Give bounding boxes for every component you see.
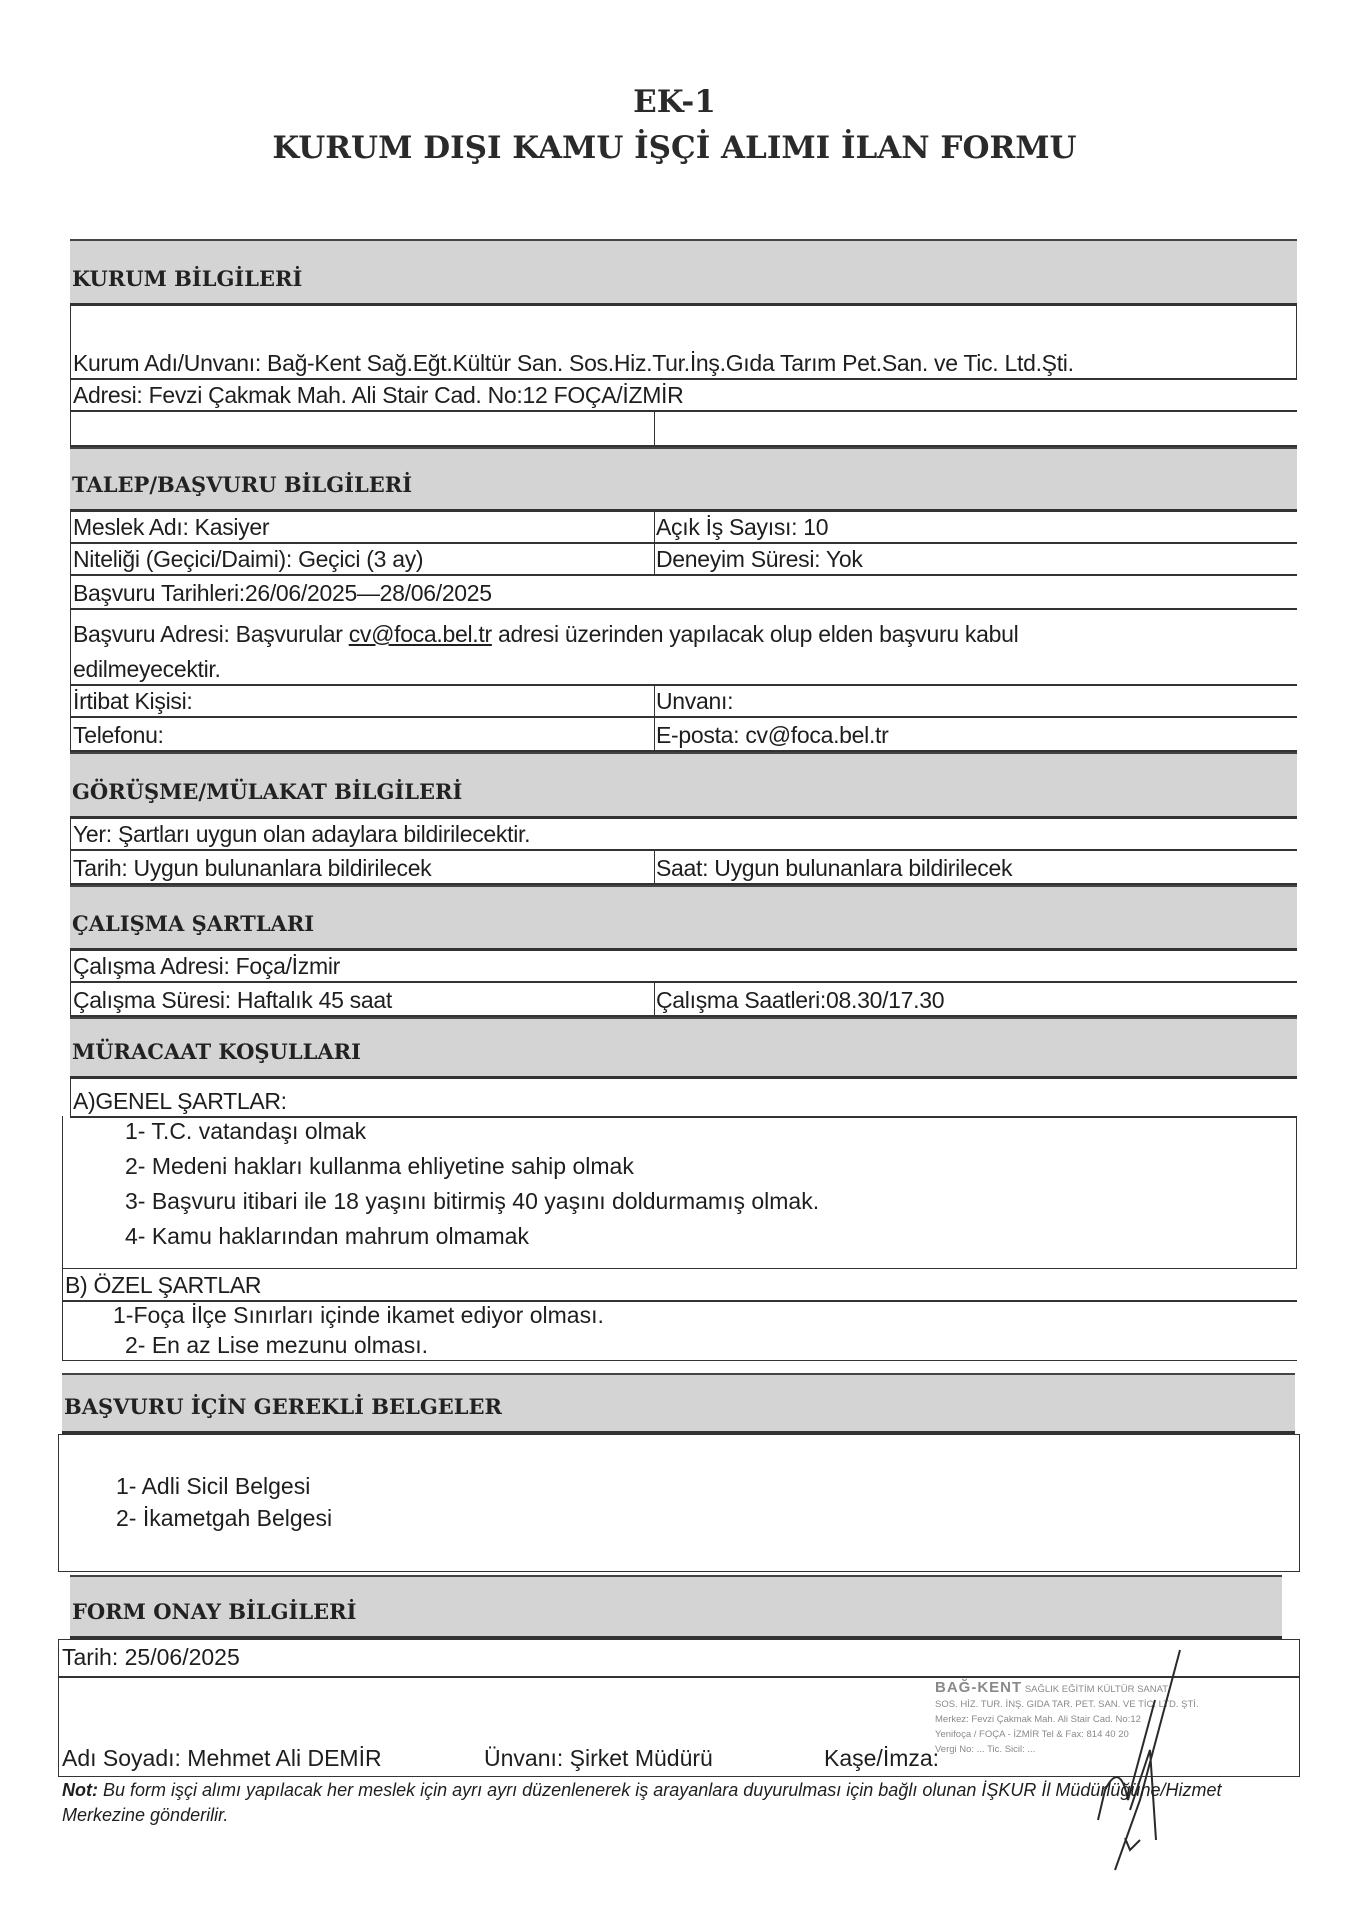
calisma-sure-row [70, 983, 1297, 1017]
tarih-saat-row [70, 851, 1297, 885]
section-onay [70, 1575, 1282, 1639]
empty-row [70, 412, 1297, 447]
meslek: Meslek Adı: Kasiyer [73, 514, 270, 540]
section-belgeler [62, 1373, 1295, 1434]
telefon-row [70, 718, 1297, 752]
kase-imza: Kaşe/İmza: [824, 1745, 940, 1771]
ozel-heading-row [62, 1269, 1297, 1302]
list-item: 3- Başvuru itibari ile 18 yaşını bitirmiş 40 yaşını doldurmamış olmak. [125, 1188, 820, 1214]
genel-list [62, 1116, 1297, 1269]
footer-note: Not: Bu form işçi alımı yapılacak her meslek için ayrı ayrı düzenlenerek iş arayanlara duyurulması için bağlı olunan İŞKUR İl Müdürlüğüne/Hizmet Merkezine gönderilir. [62, 1780, 1222, 1825]
form-code: EK-1 [633, 84, 716, 120]
list-item: 1-Foça İlçe Sınırları içinde ikamet ediyor olması. [113, 1302, 604, 1328]
belgeler-list [58, 1434, 1300, 1572]
calisma-saatler: Çalışma Saatleri:08.30/17.30 [656, 987, 945, 1013]
calisma-sure: Çalışma Süresi: Haftalık 45 saat [73, 987, 392, 1013]
meslek-row [70, 512, 1297, 544]
irtibat-row [70, 686, 1297, 718]
genel-heading-row [70, 1079, 1297, 1118]
list-item: 4- Kamu haklarından mahrum olmamak [125, 1223, 529, 1249]
email-link[interactable]: cv@foca.bel.tr [348, 621, 492, 647]
calisma-adres-row [70, 951, 1297, 983]
basvuru-adresi-row [70, 610, 1297, 686]
telefon: Telefonu: [73, 722, 164, 748]
ozel-list [62, 1300, 1297, 1361]
yer-row [70, 819, 1297, 851]
tarihler-row [70, 576, 1297, 610]
eposta: E-posta: cv@foca.bel.tr [656, 722, 889, 748]
signature [980, 1640, 1200, 1880]
calisma-adres: Çalışma Adresi: Foça/İzmir [73, 953, 340, 979]
section-heading: KURUM BİLGİLERİ [72, 266, 303, 291]
onay-unvan: Ünvanı: Şirket Müdürü [484, 1745, 713, 1771]
gorusme-saat: Saat: Uygun bulunanlara bildirilecek [656, 855, 1013, 881]
nitelik-row [70, 544, 1297, 576]
yer: Yer: Şartları uygun olan adaylara bildirilecektir. [73, 821, 531, 847]
section-heading: MÜRACAAT KOŞULLARI [72, 1039, 361, 1064]
deneyim: Deneyim Süresi: Yok [656, 546, 863, 572]
form-title: KURUM DIŞI KAMU İŞÇİ ALIMI İLAN FORMU [272, 130, 1077, 166]
adi-soyadi: Adı Soyadı: Mehmet Ali DEMİR [62, 1745, 382, 1771]
section-heading: FORM ONAY BİLGİLERİ [72, 1599, 357, 1624]
list-item: 2- Medeni hakları kullanma ehliyetine sahip olmak [125, 1153, 634, 1179]
list-item: 2- İkametgah Belgesi [116, 1505, 333, 1531]
irtibat: İrtibat Kişisi: [73, 688, 193, 714]
list-item: 1- T.C. vatandaşı olmak [125, 1118, 367, 1144]
section-heading: BAŞVURU İÇİN GEREKLİ BELGELER [64, 1394, 502, 1419]
company-stamp: BAĞ-KENT SAĞLIK EĞİTİM KÜLTÜR SANAT SOS. HİZ. TUR. İNŞ. GIDA TAR. PET. SAN. VE TİC. LTD. ŞTİ. Merkez: Fevzi Çakmak Mah. Ali Stair Cad. No:12 Yenifoça / FOÇA - İZMİR Tel & Fax: 814 40 20 Vergi No: ... Tic. Sicil: ... [935, 1679, 1199, 1755]
ozel-sartlar-heading: B) ÖZEL ŞARTLAR [65, 1272, 262, 1298]
section-gorusme [70, 752, 1297, 819]
kurum-address: Adresi: Fevzi Çakmak Mah. Ali Stair Cad. No:12 FOÇA/İZMİR [73, 382, 684, 408]
section-heading: ÇALIŞMA ŞARTLARI [72, 911, 315, 936]
basvuru-adresi: Başvuru Adresi: Başvurular cv@foca.bel.tr adresi üzerinden yapılacak olup elden başvuru kabul [73, 621, 1019, 647]
section-heading: GÖRÜŞME/MÜLAKAT BİLGİLERİ [72, 779, 463, 804]
gorusme-tarih: Tarih: Uygun bulunanlara bildirilecek [73, 855, 432, 881]
section-heading: TALEP/BAŞVURU BİLGİLERİ [72, 472, 413, 497]
section-kurum [70, 239, 1297, 306]
onay-tarih: Tarih: 25/06/2025 [62, 1644, 240, 1670]
section-calisma [70, 885, 1297, 951]
kurum-name: Kurum Adı/Unvanı: Bağ-Kent Sağ.Eğt.Kültür San. Sos.Hiz.Tur.İnş.Gıda Tarım Pet.San. ve Tic. Ltd.Şti. [73, 350, 1074, 376]
unvan: Unvanı: [656, 688, 734, 714]
list-item: 2- En az Lise mezunu olması. [125, 1332, 428, 1358]
list-item: 1- Adli Sicil Belgesi [116, 1473, 311, 1499]
basvuru-adresi-line2: edilmeyecektir. [73, 656, 221, 682]
basvuru-tarihleri: Başvuru Tarihleri:26/06/2025—28/06/2025 [73, 580, 492, 606]
kurum-name-row [70, 306, 1297, 380]
kurum-address-row [70, 380, 1297, 412]
acik-is: Açık İş Sayısı: 10 [656, 514, 829, 540]
section-talep [70, 447, 1297, 512]
genel-sartlar-heading: A)GENEL ŞARTLAR: [73, 1088, 287, 1114]
section-muracaat [70, 1017, 1297, 1079]
nitelik: Niteliği (Geçici/Daimi): Geçici (3 ay) [73, 546, 424, 572]
